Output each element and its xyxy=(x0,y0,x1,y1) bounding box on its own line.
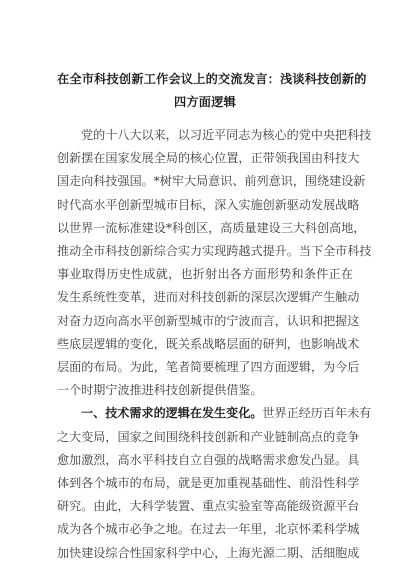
paragraph-line: 层面的布局。为此，笔者简要梳理了四方面逻辑，为今后 xyxy=(57,360,360,375)
paragraph-line: 之大变局，国家之间围绕科技创新和产业链制高点的竞争 xyxy=(57,429,360,444)
paragraph-line: 研究。由此，大科学装置、重点实验室等高能级资源平台 xyxy=(57,499,360,514)
paragraph-line: 加快建设综合性国家科学中心，上海光源二期、活细胞成 xyxy=(57,545,360,560)
section-1-heading: 一、技术需求的逻辑在发生变化。 xyxy=(81,406,263,421)
intro-paragraph xyxy=(57,124,372,402)
paragraph-line: 体到各个城市的布局，就是更加重视基础性、前沿性科学 xyxy=(57,476,360,491)
paragraph-line: 愈加激烈，高水平科技自立自强的战略需求愈发凸显。具 xyxy=(57,452,360,467)
title-line-2: 四方面逻辑 xyxy=(174,95,236,109)
paragraph-line: 事业取得历史性成就，也折射出各方面形势和条件正在 xyxy=(57,267,353,282)
title-line-1: 在全市科技创新工作会议上的交流发言：浅谈科技创新的 xyxy=(57,72,367,86)
document-title xyxy=(57,68,367,114)
paragraph-line: 成为各个城市必争之地。在过去一年里，北京怀柔科学城 xyxy=(57,522,360,537)
paragraph-line: 一个时期宁波推进科技创新提供借鉴。 xyxy=(57,383,263,398)
section-1-heading-rest: 世界正经历百年未有 xyxy=(262,406,372,421)
paragraph-line: 党的十八大以来，以习近平同志为核心的党中央把科技 xyxy=(81,128,372,142)
section-1-first-line xyxy=(57,402,372,425)
paragraph-line: 创新摆在国家发展全局的核心位置，正带领我国由科技大 xyxy=(57,151,360,166)
paragraph-line: 国走向科技强国。*树牢大局意识、前列意识，围绕建设新 xyxy=(57,174,366,189)
paragraph-line: 以世界一流标准建设*科创区，高质量建设三大科创高地， xyxy=(57,220,366,235)
paragraph-line: 推动全市科技创新综合实力实现跨越式提升。当下全市科技 xyxy=(57,244,372,259)
paragraph-line: 发生系统性变革，进而对科技创新的深层次逻辑产生触动 xyxy=(57,290,360,305)
section-1-paragraph xyxy=(57,402,372,564)
paragraph-line: 时代高水平创新型城市目标，深入实施创新驱动发展战略 xyxy=(57,197,360,212)
paragraph-line: 对奋力迈向高水平创新型城市的宁波而言，认识和把握这 xyxy=(57,313,360,328)
paragraph-line: 些底层逻辑的变化，既关系战略层面的研判，也影响战术 xyxy=(57,336,360,351)
